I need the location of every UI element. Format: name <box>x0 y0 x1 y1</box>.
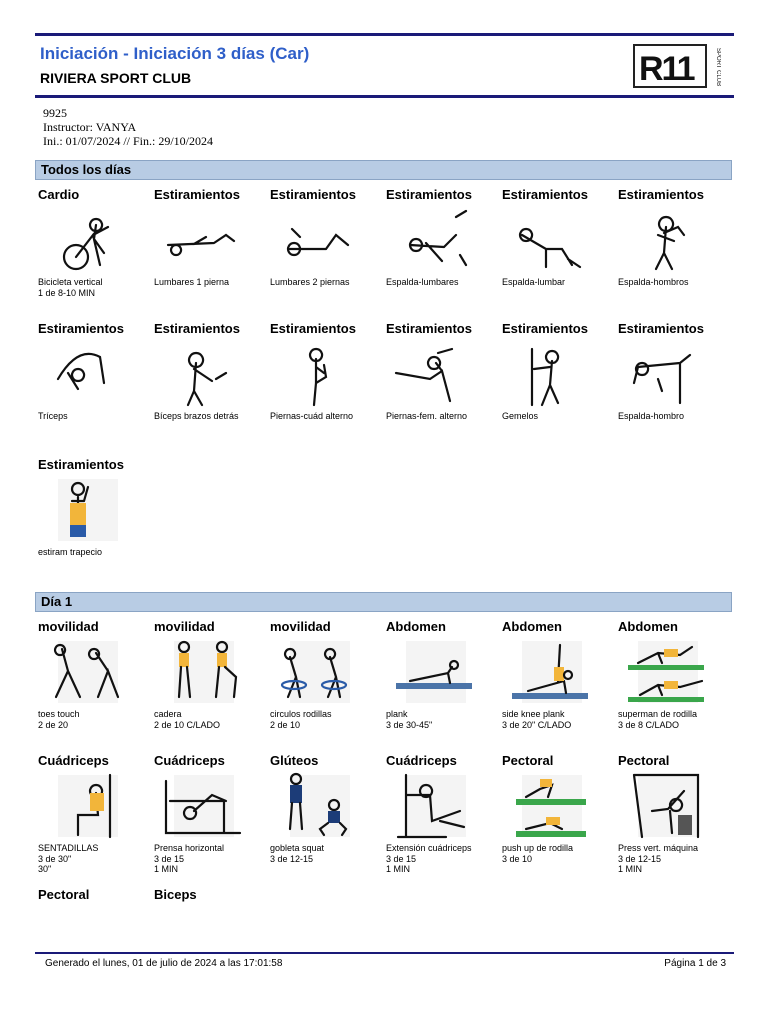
exercise-card <box>618 187 734 317</box>
section-header-all-days <box>35 160 732 180</box>
exercise-info <box>618 843 698 875</box>
exercise-name: side knee plank <box>502 709 565 719</box>
exercise-name: estiram trapecio <box>38 547 103 557</box>
exercise-name: Bíceps brazos detrás <box>154 411 239 421</box>
page-number: Página 1 de 3 <box>664 958 726 969</box>
exercise-detail: 3 de 15 <box>386 853 417 864</box>
exercise-category: Pectoral <box>618 753 670 768</box>
exercise-name: cadera <box>154 709 182 719</box>
exercise-name: superman de rodilla <box>618 709 698 719</box>
routine-title: Iniciación - Iniciación 3 días (Car) <box>40 44 310 63</box>
exercise-name: Piernas-cuád alterno <box>270 411 354 421</box>
exercise-detail: 2 de 10 <box>270 719 301 730</box>
toes-touch-figure <box>38 637 134 707</box>
exercise-name: Press vert. máquina <box>618 843 699 853</box>
exercise-category: Estiramientos <box>38 457 124 472</box>
exercise-info <box>618 411 684 422</box>
exercise-name: Lumbares 2 piernas <box>270 277 350 287</box>
exercise-detail: 3 de 12-15 <box>270 853 314 864</box>
exercise-info <box>154 277 229 288</box>
exercise-card <box>502 321 618 451</box>
shoulder-stretch-figure <box>618 205 714 275</box>
exercise-category: Cuádriceps <box>386 753 457 768</box>
plank-figure <box>386 637 482 707</box>
exercise-detail: 3 de 20" C/LADO <box>502 719 572 730</box>
exercise-card <box>270 187 386 317</box>
exercise-detail: 1 de 8-10 MIN <box>38 287 96 298</box>
exercise-card <box>502 187 618 317</box>
exercise-detail: 3 de 12-15 <box>618 853 662 864</box>
routine-code: 9925 <box>43 106 67 120</box>
exercise-card <box>38 457 154 587</box>
exercise-category: Estiramientos <box>502 321 588 336</box>
exercise-name: plank <box>386 709 408 719</box>
exercise-card <box>38 619 154 749</box>
exercise-info <box>270 411 353 422</box>
exercise-info <box>38 547 102 558</box>
biceps-stretch-figure <box>154 339 250 409</box>
exercise-card <box>38 321 154 451</box>
calf-stretch-figure <box>502 339 598 409</box>
exercise-detail: 3 de 8 C/LADO <box>618 719 680 730</box>
goblet-squat-figure <box>270 771 366 841</box>
logo-text: R11 <box>639 50 694 88</box>
exercise-detail: 2 de 20 <box>38 719 69 730</box>
leg-press-figure <box>154 771 250 841</box>
exercise-info <box>502 709 571 730</box>
exercise-info <box>154 843 224 875</box>
exercise-name: Bicicleta vertical <box>38 277 103 287</box>
twist-stretch-figure <box>386 205 482 275</box>
bend-stretch-figure <box>618 339 714 409</box>
kneel-stretch-figure <box>502 205 598 275</box>
exercise-card <box>502 753 618 883</box>
hamstring-stretch-figure <box>386 339 482 409</box>
exercise-info <box>38 277 103 298</box>
exercise-detail: 3 de 10 <box>502 853 533 864</box>
exercise-name: push up de rodilla <box>502 843 574 853</box>
exercise-info <box>502 277 565 288</box>
exercise-category: Pectoral <box>502 753 554 768</box>
triceps-stretch-figure <box>38 339 134 409</box>
exercise-detail: 3 de 30-45" <box>386 719 433 730</box>
exercise-card <box>386 321 502 451</box>
exercise-name: Extensión cuádriceps <box>386 843 472 853</box>
exercise-card <box>270 619 386 749</box>
bike-figure <box>38 205 134 275</box>
exercise-card <box>386 619 502 749</box>
exercise-info <box>270 843 324 864</box>
exercise-category: movilidad <box>38 619 99 634</box>
exercise-category: movilidad <box>270 619 331 634</box>
exercise-category: Cuádriceps <box>38 753 109 768</box>
exercise-info <box>386 277 459 288</box>
exercise-category: Estiramientos <box>386 321 472 336</box>
section-title: Día 1 <box>41 594 73 609</box>
section-header-day-1 <box>35 592 732 612</box>
exercise-name: Piernas-fem. alterno <box>386 411 468 421</box>
exercise-card <box>618 619 734 749</box>
exercise-name: Espalda-lumbar <box>502 277 566 287</box>
exercise-category: movilidad <box>154 619 215 634</box>
generated-timestamp: Generado el lunes, 01 de julio de 2024 a las 17:01:58 <box>45 958 283 969</box>
exercise-name: Espalda-hombro <box>618 411 685 421</box>
exercise-card <box>38 187 154 317</box>
exercise-category: Biceps <box>154 887 197 902</box>
exercise-category: Abdomen <box>618 619 678 634</box>
exercise-name: SENTADILLAS <box>38 843 99 853</box>
exercise-info <box>38 843 98 875</box>
exercise-detail: 1 MIN <box>386 864 411 874</box>
exercise-info <box>502 843 573 864</box>
exercise-card <box>386 187 502 317</box>
hip-mobility-figure <box>154 637 250 707</box>
exercise-card <box>154 619 270 749</box>
exercise-info <box>38 411 68 422</box>
exercise-category: Abdomen <box>386 619 446 634</box>
header-top-rule <box>35 33 734 36</box>
wall-sit-figure <box>38 771 134 841</box>
exercise-category: Cardio <box>38 187 80 202</box>
date-range: Ini.: 01/07/2024 // Fin.: 29/10/2024 <box>43 134 214 148</box>
exercise-info <box>386 843 472 875</box>
side-plank-figure <box>502 637 598 707</box>
exercise-category: Estiramientos <box>38 321 124 336</box>
exercise-info <box>386 709 432 730</box>
exercise-detail: 3 de 30" <box>38 853 72 864</box>
exercise-card <box>618 321 734 451</box>
exercise-info <box>618 277 689 288</box>
lying-stretch-figure <box>154 205 250 275</box>
routine-meta <box>43 106 213 148</box>
exercise-category: Abdomen <box>502 619 562 634</box>
exercise-card <box>154 187 270 317</box>
exercise-card <box>386 753 502 883</box>
exercise-card <box>502 619 618 749</box>
exercise-card <box>154 753 270 883</box>
quad-stretch-figure <box>270 339 366 409</box>
exercise-detail: 2 de 10 C/LADO <box>154 719 221 730</box>
instructor: Instructor: VANYA <box>43 120 137 134</box>
exercise-name: Lumbares 1 pierna <box>154 277 230 287</box>
exercise-category: Estiramientos <box>502 187 588 202</box>
exercise-name: Gemelos <box>502 411 539 421</box>
exercise-card <box>38 753 154 883</box>
exercise-name: Prensa horizontal <box>154 843 225 853</box>
knee-pushup-figure <box>502 771 598 841</box>
exercise-info <box>38 709 80 730</box>
exercise-card <box>154 321 270 451</box>
exercise-category: Estiramientos <box>618 187 704 202</box>
exercise-info <box>270 709 332 730</box>
club-name: RIVIERA SPORT CLUB <box>40 70 192 86</box>
footer-rule <box>35 952 734 954</box>
exercise-category: Estiramientos <box>154 321 240 336</box>
exercise-name: Espalda-lumbares <box>386 277 459 287</box>
exercise-info <box>386 411 467 422</box>
exercise-name: Tríceps <box>38 411 68 421</box>
chest-press-figure <box>618 771 714 841</box>
exercise-info <box>618 709 697 730</box>
neck-stretch-figure <box>38 475 134 545</box>
knee-circles-figure <box>270 637 366 707</box>
exercise-name: circulos rodillas <box>270 709 332 719</box>
exercise-name: toes touch <box>38 709 80 719</box>
exercise-detail: 1 MIN <box>618 864 643 874</box>
exercise-category: Estiramientos <box>618 321 704 336</box>
section-title: Todos los días <box>41 162 132 177</box>
exercise-category: Estiramientos <box>270 187 356 202</box>
exercise-name: gobleta squat <box>270 843 325 853</box>
exercise-detail: 1 MIN <box>154 864 179 874</box>
exercise-card <box>270 321 386 451</box>
club-logo <box>633 44 721 88</box>
exercise-detail: 30" <box>38 864 52 874</box>
exercise-info <box>154 709 220 730</box>
exercise-info <box>502 411 538 422</box>
exercise-category: Estiramientos <box>386 187 472 202</box>
exercise-card <box>270 753 386 883</box>
exercise-name: Espalda-hombros <box>618 277 689 287</box>
exercise-category: Pectoral <box>38 887 90 902</box>
superman-figure <box>618 637 714 707</box>
header-bottom-rule <box>35 95 734 98</box>
exercise-category: Estiramientos <box>154 187 240 202</box>
exercise-info <box>154 411 239 422</box>
exercise-category: Cuádriceps <box>154 753 225 768</box>
exercise-info <box>270 277 350 288</box>
leg-extension-figure <box>386 771 482 841</box>
exercise-category: Glúteos <box>270 753 319 768</box>
exercise-card <box>618 753 734 883</box>
logo-sub-text: SPORT CLUB <box>715 48 721 87</box>
exercise-category: Estiramientos <box>270 321 356 336</box>
exercise-detail: 3 de 15 <box>154 853 185 864</box>
lying-knees-figure <box>270 205 366 275</box>
